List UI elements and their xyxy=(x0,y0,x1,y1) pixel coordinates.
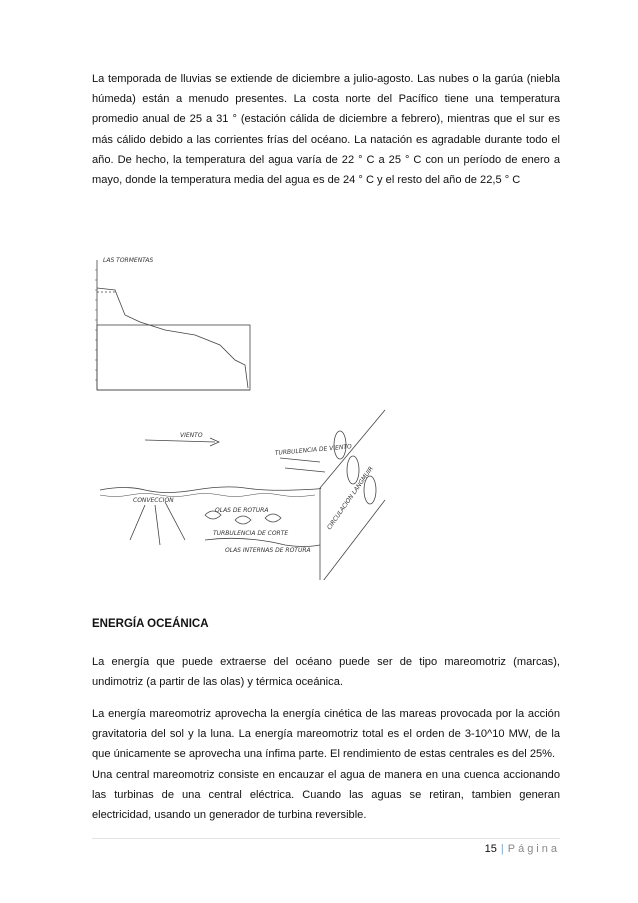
page-word: Página xyxy=(507,843,560,855)
label-olas-internas: OLAS INTERNAS DE ROTURA xyxy=(225,547,311,554)
sea-surface xyxy=(100,487,321,493)
section-heading: ENERGÍA OCEÁNICA xyxy=(92,618,209,630)
label-viento: VIENTO xyxy=(180,432,203,439)
paragraph-tidal-plant: Una central mareomotriz consiste en encauzar el agua de manera en una cuenca accionando las turbinas de una central eléctrica. Cuando las aguas se retiran, tambien generan electricidad, usando un generador de turbina reversible. xyxy=(92,769,560,822)
footer-separator: | xyxy=(500,843,504,855)
wind-arrow xyxy=(145,440,215,442)
storm-profile-chart xyxy=(95,260,250,390)
label-turbulencia-corte: TURBULENCIA DE CORTE xyxy=(213,530,289,537)
paragraph-tidal-energy: La energía mareomotriz aprovecha la energía cinética de las mareas provocada por la acción gravitatoria del sol y la luna. La energía mareomotriz total es el orden de 3-10^10 MW, de la que únicamente se aprovecha una ínfima parte. El rendimiento de estas centrales es del 25%. xyxy=(92,708,560,761)
ocean-figure xyxy=(85,240,395,580)
bottom-edge xyxy=(320,500,385,580)
label-circulacion: CIRCULACION LANGMUIR xyxy=(325,465,375,532)
label-turbulencia-viento: TURBULENCIA DE VIENTO xyxy=(274,443,353,457)
label-olas-rotura: OLAS DE ROTURA xyxy=(215,507,269,514)
footer-divider xyxy=(92,838,560,839)
chart-box xyxy=(97,325,250,390)
wave-diagram xyxy=(100,410,385,580)
paragraph-climate: La temporada de lluvias se extiende de diciembre a julio-agosto. Las nubes o la garúa (niebla húmeda) están a menudo presentes. La costa norte del Pacífico tiene una temperatura promedio anual de 25 a 31 ° (estación cálida de diciembre a febrero), mientras que el sur es más cálido debido a las corrientes frías del océano. La natación es agradable durante todo el año. De hecho, la temperatura del agua varía de 22 ° C a 25 ° C con un período de enero a mayo, donde la temperatura media del agua es de 24 ° C y el resto del año de 22,5 ° C xyxy=(92,73,560,187)
label-conveccion: CONVECCION xyxy=(133,497,174,504)
page-number: 15 xyxy=(484,843,497,855)
chart-curve xyxy=(97,288,248,388)
paragraph-energy-types: La energía que puede extraerse del océano puede ser de tipo mareomotriz (marcas), undimotriz (a partir de las olas) y térmica oceánica. xyxy=(92,656,560,689)
page-footer xyxy=(485,843,560,855)
chart-label: LAS TORMENTAS xyxy=(103,257,154,264)
